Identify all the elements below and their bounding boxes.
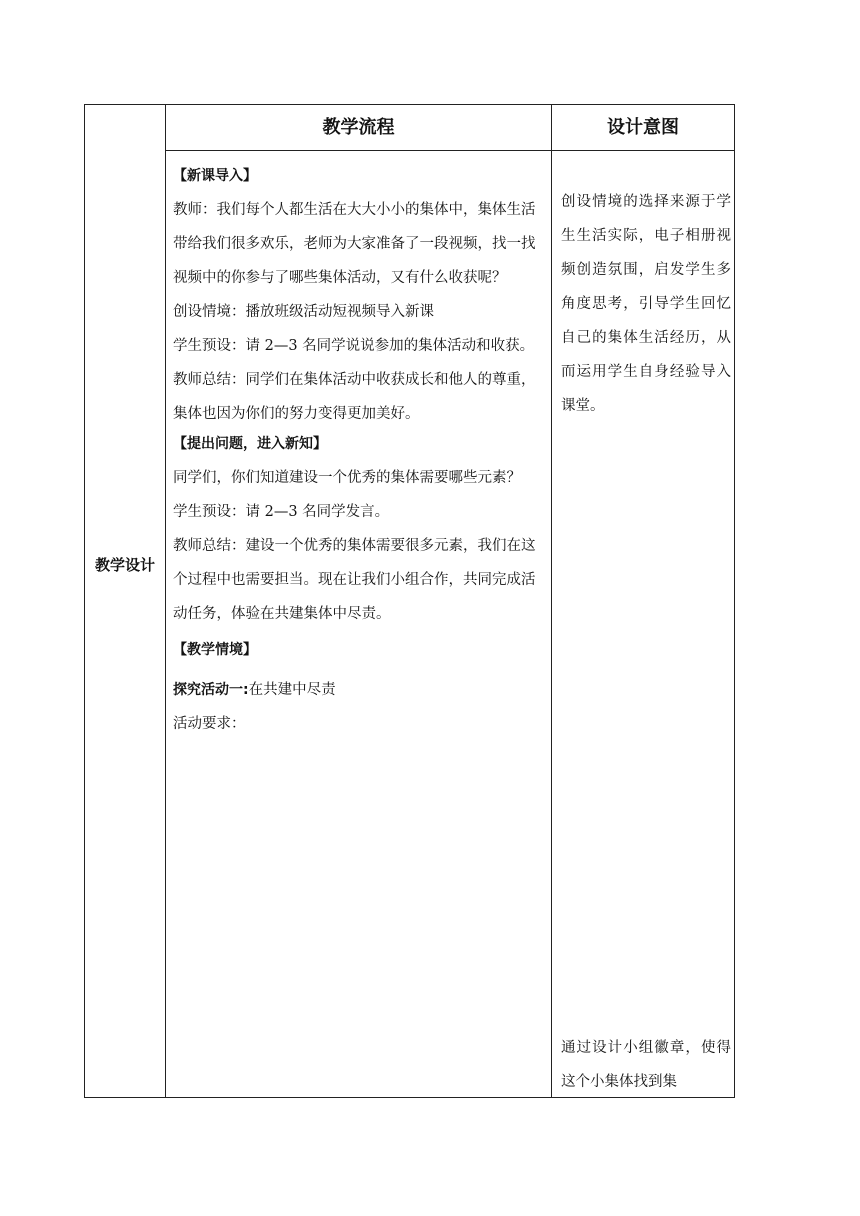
row-label: 教学设计 bbox=[94, 556, 155, 574]
paragraph: 同学们，你们知道建设一个优秀的集体需要哪些元素？ bbox=[173, 470, 521, 486]
section-heading: 【提出问题，进入新知】 bbox=[173, 436, 327, 452]
header-intent: 设计意图 bbox=[607, 117, 679, 138]
intent-text-1: 创设情境的选择来源于学生生活实际，电子相册视频创造氛围，启发学生多角度思考，引导学生回忆自己的集体生活经历，从而运用学生自身经验导入课堂。 bbox=[561, 194, 731, 414]
paragraph: 教师总结：同学们在集体活动中收获成长和他人的尊重，集体也因为你们的努力变得更加美好。 bbox=[173, 372, 536, 422]
intent-text-2: 通过设计小组徽章，使得这个小集体找到集 bbox=[561, 1040, 731, 1090]
column-divider bbox=[551, 105, 552, 1097]
paragraph: 教师：我们每个人都生活在大大小小的集体中，集体生活带给我们很多欢乐，老师为大家准备了一段视频，找一找视频中的你参与了哪些集体活动，又有什么收获呢？ bbox=[173, 202, 536, 286]
paragraph: 创设情境：播放班级活动短视频导入新课 bbox=[173, 304, 434, 320]
header-process: 教学流程 bbox=[322, 117, 395, 138]
activity-title: 在共建中尽责 bbox=[248, 682, 336, 698]
paragraph: 活动要求： bbox=[173, 716, 246, 732]
activity-line bbox=[173, 673, 549, 707]
section-heading: 【新课导入】 bbox=[173, 168, 257, 184]
section-heading: 【教学情境】 bbox=[173, 642, 257, 658]
paragraph: 学生预设：请 2—3 名同学说说参加的集体活动和收获。 bbox=[173, 338, 535, 354]
process-content bbox=[173, 163, 549, 741]
lesson-table bbox=[84, 104, 735, 1098]
column-divider bbox=[165, 105, 166, 1097]
activity-label: 探究活动一: bbox=[173, 682, 249, 698]
paragraph: 学生预设：请 2—3 名同学发言。 bbox=[173, 504, 390, 520]
header-divider bbox=[165, 150, 734, 151]
paragraph: 教师总结：建设一个优秀的集体需要很多元素，我们在这个过程中也需要担当。现在让我们小组合作，共同完成活动任务，体验在共建集体中尽责。 bbox=[173, 538, 536, 622]
